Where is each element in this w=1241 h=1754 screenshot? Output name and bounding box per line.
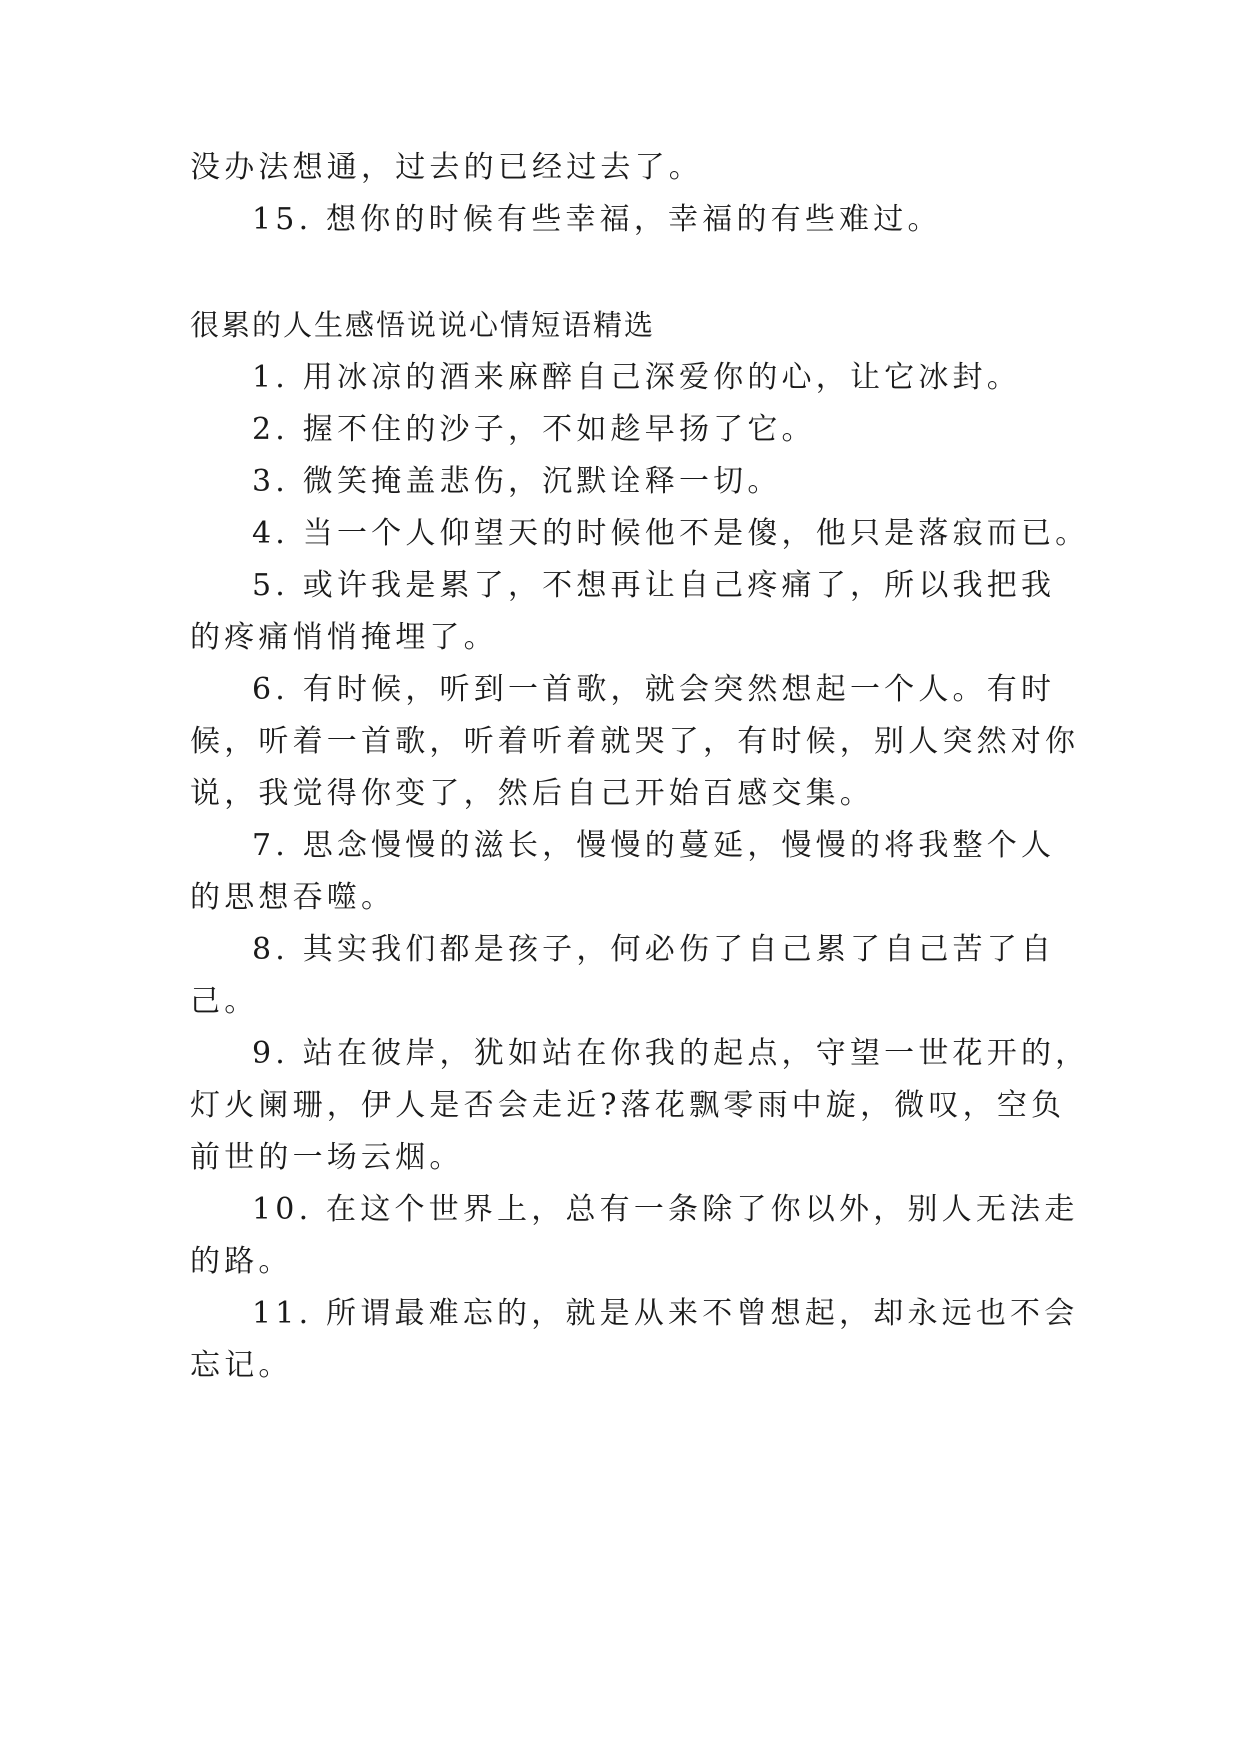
list-item-7: 7. 思念慢慢的滋长，慢慢的蔓延，慢慢的将我整个人 <box>252 828 1056 863</box>
list-item-4: 4. 当一个人仰望天的时候他不是傻，他只是落寂而已。 <box>252 516 1090 551</box>
list-item-10-continued: 的路。 <box>190 1244 293 1279</box>
list-item-6-continued: 候，听着一首歌，听着听着就哭了，有时候，别人突然对你 <box>190 724 1080 759</box>
list-item-15: 15. 想你的时候有些幸福，幸福的有些难过。 <box>252 202 942 237</box>
list-item-3: 3. 微笑掩盖悲伤，沉默诠释一切。 <box>252 464 782 499</box>
list-item-7-continued: 的思想吞噬。 <box>190 880 396 915</box>
paragraph-line: 没办法想通，过去的已经过去了。 <box>190 150 703 185</box>
list-item-1: 1. 用冰凉的酒来麻醉自己深爱你的心，让它冰封。 <box>252 360 1021 395</box>
list-item-6-continued: 说，我觉得你变了，然后自己开始百感交集。 <box>190 776 874 811</box>
list-item-11: 11. 所谓最难忘的，就是从来不曾想起，却永远也不会 <box>252 1296 1079 1331</box>
list-item-5-continued: 的疼痛悄悄掩埋了。 <box>190 620 498 655</box>
list-item-9-continued: 灯火阑珊，伊人是否会走近?落花飘零雨中旋，微叹，空负 <box>190 1088 1066 1123</box>
list-item-8: 8. 其实我们都是孩子，何必伤了自己累了自己苦了自 <box>252 932 1056 967</box>
list-item-8-continued: 己。 <box>190 984 259 1019</box>
list-item-6: 6. 有时候，听到一首歌，就会突然想起一个人。有时 <box>252 672 1056 707</box>
list-item-10: 10. 在这个世界上，总有一条除了你以外，别人无法走 <box>252 1192 1079 1227</box>
section-title: 很累的人生感悟说说心情短语精选 <box>190 308 656 342</box>
list-item-11-continued: 忘记。 <box>190 1348 293 1383</box>
list-item-5: 5. 或许我是累了，不想再让自己疼痛了，所以我把我 <box>252 568 1056 603</box>
list-item-9-continued: 前世的一场云烟。 <box>190 1140 464 1175</box>
list-item-2: 2. 握不住的沙子，不如趁早扬了它。 <box>252 412 816 447</box>
list-item-9: 9. 站在彼岸，犹如站在你我的起点，守望一世花开的， <box>252 1036 1090 1071</box>
